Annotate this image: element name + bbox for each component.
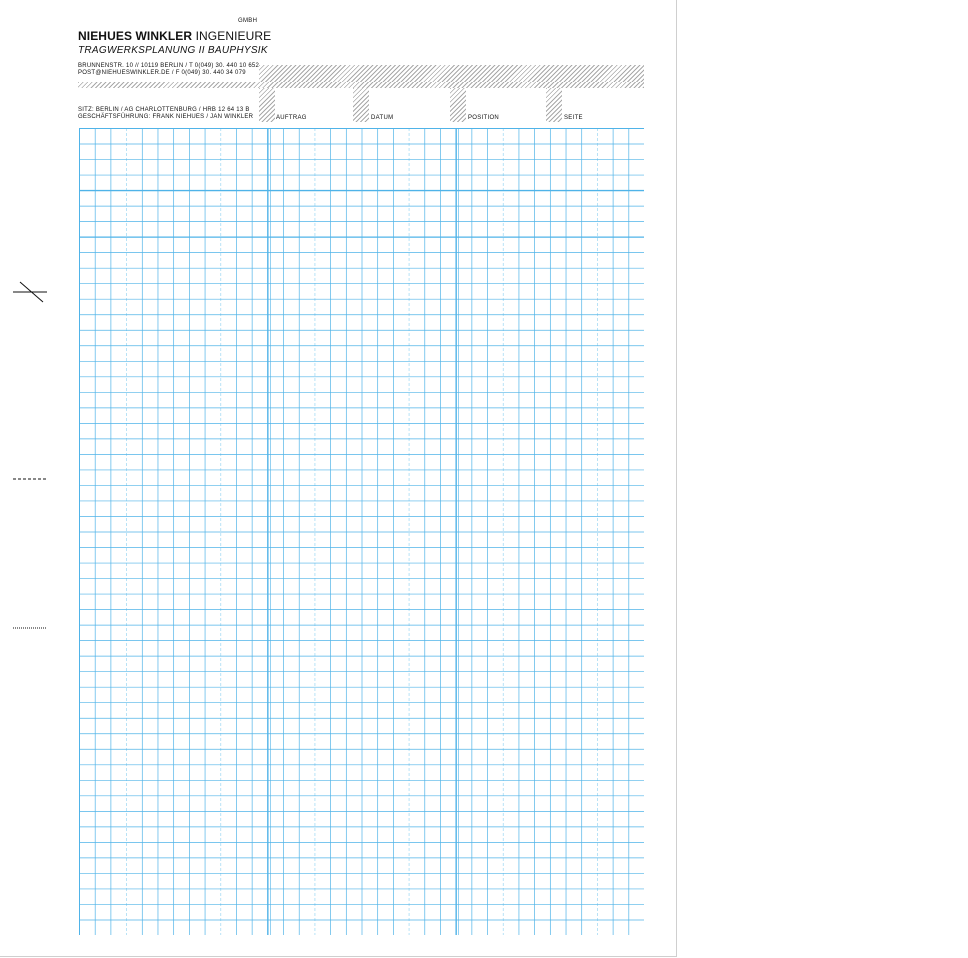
hatched-separator bbox=[353, 88, 369, 122]
hatched-separator bbox=[259, 88, 275, 122]
company-name-bold: NIEHUES WINKLER bbox=[78, 29, 193, 43]
field-label-position: POSITION bbox=[468, 115, 500, 121]
field-label-auftrag: AUFTRAG bbox=[276, 115, 307, 121]
address-line: BRUNNENSTR. 10 // 10119 BERLIN / T 0(049) 30. 440 10 652 bbox=[78, 63, 260, 69]
sitz-backdrop bbox=[78, 88, 259, 104]
company-name-regular: INGENIEURE bbox=[195, 29, 272, 43]
fold-mark-lower bbox=[13, 625, 47, 631]
graph-grid bbox=[79, 128, 644, 935]
field-label-seite: SEITE bbox=[564, 115, 583, 121]
legal-form: GMBH bbox=[238, 18, 258, 24]
field-label-datum: DATUM bbox=[371, 115, 394, 121]
email-line: POST@NIEHUESWINKLER.DE / F 0(049) 30. 440 34 079 bbox=[78, 70, 246, 76]
management-line: GESCHÄFTSFÜHRUNG: FRANK NIEHUES / JAN WINKLER bbox=[78, 114, 254, 120]
hatched-separator bbox=[450, 88, 466, 122]
fold-mark bbox=[13, 280, 47, 304]
punch-mark bbox=[13, 476, 47, 482]
company-name bbox=[78, 29, 271, 43]
registered-seat-line: SITZ: BERLIN / AG CHARLOTTENBURG / HRB 12 64 13 B bbox=[78, 107, 250, 113]
hatched-separator bbox=[546, 88, 562, 122]
hatched-band bbox=[259, 65, 644, 82]
company-tagline: TRAGWERKSPLANUNG II BAUPHYSIK bbox=[78, 45, 268, 56]
